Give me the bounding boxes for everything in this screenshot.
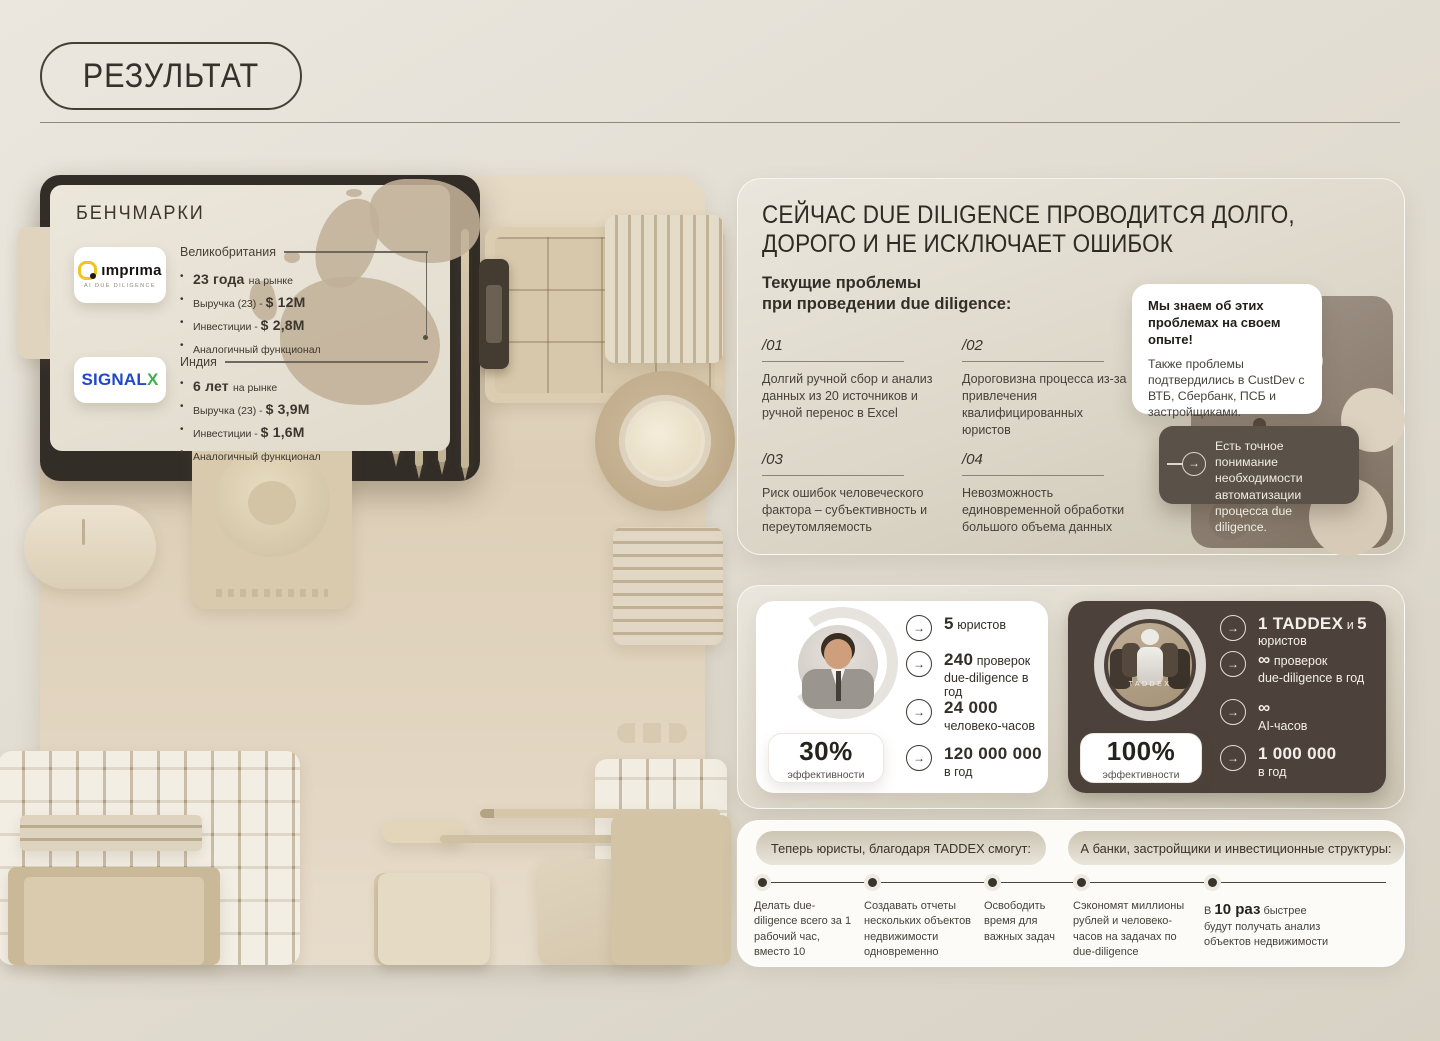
folder bbox=[611, 815, 731, 965]
timeline-dot bbox=[984, 874, 1001, 891]
outcome-item: Создавать отчеты нескольких объектов недвижимости одновременно bbox=[864, 900, 972, 959]
timeline-dot bbox=[1204, 874, 1221, 891]
efficiency-badge-human: 30% эффективности bbox=[768, 733, 884, 783]
experience-note: Мы знаем об этих проблемах на своем опыте! Также проблемы подтвердились в CustDev с ВТБ, Сбербанк, ПСБ и застройщиками. bbox=[1132, 284, 1322, 414]
lawyer-avatar bbox=[798, 625, 878, 705]
tablet bbox=[40, 175, 480, 481]
problems-card bbox=[737, 178, 1405, 555]
mouse bbox=[24, 505, 156, 589]
arrow-right-icon: → bbox=[906, 615, 932, 641]
taddex-avatar: TADDEX bbox=[1108, 623, 1192, 707]
stat-row: → 1 TADDEX и 5 юристов bbox=[1220, 613, 1386, 650]
tablet-screen bbox=[50, 185, 450, 463]
stat-row: → 120 000 000 в год bbox=[906, 743, 1042, 779]
stat-row: → 240 проверок due-diligence в год bbox=[906, 649, 1048, 699]
ruler bbox=[20, 815, 202, 851]
problem-item-02: /02 Дороговизна процесса из-за привлечения квалифицированных юристов bbox=[962, 337, 1127, 437]
imprima-icon bbox=[78, 261, 97, 280]
stat-row: → ∞ AI-часов bbox=[1220, 697, 1307, 733]
arrow-right-icon: → bbox=[906, 699, 932, 725]
book-stack bbox=[8, 867, 220, 965]
taddex-stats-card bbox=[1068, 601, 1386, 793]
region-uk: Великобритания bbox=[180, 245, 428, 259]
organizer-tray bbox=[605, 215, 723, 363]
stat-row: → ∞ проверок due-diligence в год bbox=[1220, 649, 1364, 685]
page-title-text: РЕЗУЛЬТАТ bbox=[82, 56, 260, 95]
outcomes-card bbox=[737, 820, 1405, 967]
arrow-right-icon: → bbox=[906, 651, 932, 677]
problems-subheading: Текущие проблемы при проведении due diligence: bbox=[762, 274, 1012, 314]
imprima-logo: ımprıma AI DUE DILIGENCE bbox=[74, 247, 166, 303]
arrow-right-icon: → bbox=[1220, 745, 1246, 771]
page-title bbox=[40, 42, 302, 110]
outcome-item: Делать due-diligence всего за 1 рабочий час, вместо 10 bbox=[754, 900, 852, 959]
outcomes-header-banks: А банки, застройщики и инвестиционные структуры: bbox=[1068, 831, 1404, 865]
timeline-dot bbox=[864, 874, 881, 891]
outcome-item: Сэкономят миллионы рублей и человеко-часов на задачах по due-diligence bbox=[1073, 900, 1185, 959]
pencil bbox=[461, 229, 469, 469]
stat-row: → 1 000 000 в год bbox=[1220, 743, 1336, 779]
arrow-right-icon: → bbox=[1167, 452, 1207, 476]
comparison-card bbox=[737, 585, 1405, 809]
efficiency-badge-taddex: 100% эффективности bbox=[1080, 733, 1202, 783]
benchmarks-title: БЕНЧМАРКИ bbox=[76, 203, 205, 224]
usb-connectors bbox=[617, 723, 687, 743]
timeline-dot bbox=[1073, 874, 1090, 891]
signalx-facts: • 6 лет на рынке • Выручка (23) - $ 3,9M • Инвестиции - $ 1,6M • Аналогичный функционал bbox=[180, 378, 430, 470]
signalx-logo: SIGNALX bbox=[74, 357, 166, 403]
arrow-right-icon: → bbox=[1220, 615, 1246, 641]
arrow-right-icon: → bbox=[1220, 699, 1246, 725]
problem-item-04: /04 Невозможность единовременной обработки большого объема данных bbox=[962, 451, 1125, 534]
coffee bbox=[629, 405, 701, 477]
insight-note: → Есть точное понимание необходимости автоматизации процесса due diligence. bbox=[1159, 426, 1359, 504]
problem-item-03: /03 Риск ошибок человеческого фактора – субъективность и переутомляемость bbox=[762, 451, 928, 534]
stat-row: → 24 000 человеко-часов bbox=[906, 697, 1035, 733]
region-india: Индия bbox=[180, 355, 428, 369]
problems-heading: СЕЙЧАС DUE DILIGENCE ПРОВОДИТСЯ ДОЛГО, ДОРОГО И НЕ ИСКЛЮЧАЕТ ОШИБОК bbox=[762, 201, 1295, 258]
outcome-item: В 10 раз быстрее будут получать анализ объектов недвижимости bbox=[1204, 901, 1329, 949]
desk-flatlay-photo bbox=[40, 175, 705, 965]
arrow-right-icon: → bbox=[1220, 651, 1246, 677]
sticky-notes bbox=[378, 873, 490, 965]
header-divider bbox=[40, 122, 1400, 123]
tray-right bbox=[613, 527, 723, 645]
arrow-right-icon: → bbox=[906, 745, 932, 771]
timeline-dot bbox=[754, 874, 771, 891]
stat-row: → 5 юристов bbox=[906, 613, 1006, 641]
outcomes-header-lawyers: Теперь юристы, благодаря TADDEX смогут: bbox=[756, 831, 1046, 865]
human-stats-card bbox=[756, 601, 1048, 793]
problem-item-01: /01 Долгий ручной сбор и анализ данных из 20 источников и ручной перенос в Excel bbox=[762, 337, 933, 420]
imprima-facts: • 23 года на рынке • Выручка (23) - $ 12M • Инвестиции - $ 2,8M • Аналогичный функционал bbox=[180, 271, 430, 363]
outcome-item: Освободить время для важных задач bbox=[984, 900, 1055, 943]
